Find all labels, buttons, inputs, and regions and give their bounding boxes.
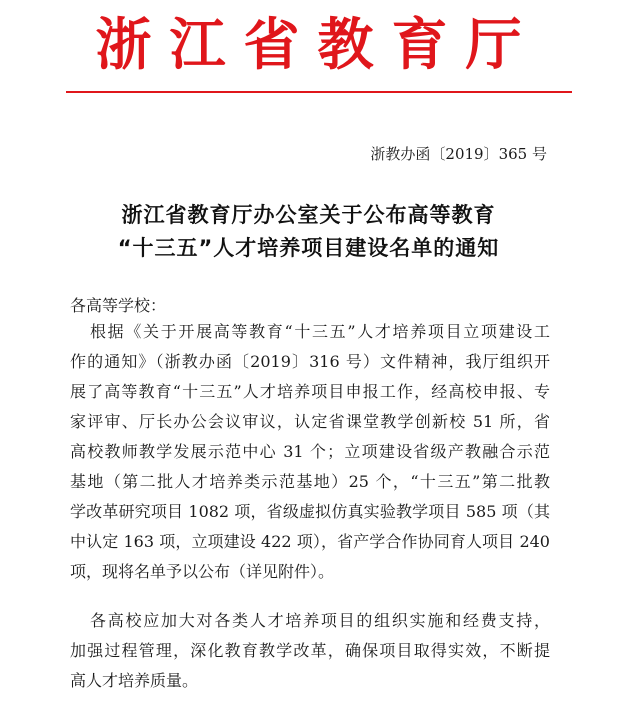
paragraph-line: 家评审、厅长办公会议审议，认定省课堂教学创新校 51 所，省 — [70, 412, 550, 431]
paragraph-line: 项，现将名单予以公布（详见附件）。 — [70, 562, 335, 581]
paragraph-line: 中认定 163 项，立项建设 422 项），省产学合作协同育人项目 240 — [70, 532, 550, 551]
paragraph-line: 基地（第二批人才培养类示范基地）25 个，“十三五”第二批教 — [70, 472, 550, 491]
letterhead-title: 浙江省教育厅 — [95, 12, 540, 78]
document-title-line-1: 浙江省教育厅办公室关于公布高等教育 — [121, 203, 496, 227]
paragraph-line: 根据《关于开展高等教育“十三五”人才培养项目立项建设工 — [90, 322, 550, 341]
document-number: 浙教办函〔2019〕365 号 — [370, 145, 547, 163]
paragraph-line: 作的通知》（浙教办函〔2019〕316 号）文件精神，我厅组织开 — [70, 352, 550, 371]
letterhead-red-rule — [66, 91, 572, 93]
paragraph-line: 各高校应加大对各类人才培养项目的组织实施和经费支持， — [90, 611, 550, 630]
paragraph-line: 加强过程管理，深化教育教学改革，确保项目取得实效，不断提 — [70, 641, 550, 660]
paragraph-line: 学改革研究项目 1082 项，省级虚拟仿真实验教学项目 585 项（其 — [70, 502, 550, 521]
document-title-line-2: “十三五”人才培养项目建设名单的通知 — [117, 236, 500, 260]
body-paragraph-2 — [70, 606, 550, 696]
paragraph-line: 高校教师教学发展示范中心 31 个；立项建设省级产教融合示范 — [70, 442, 550, 461]
paragraph-line: 高人才培养质量。 — [70, 671, 199, 690]
salutation: 各高等学校： — [70, 296, 167, 315]
body-paragraph-1 — [70, 317, 550, 587]
paragraph-line: 展了高等教育“十三五”人才培养项目申报工作，经高校申报、专 — [70, 382, 550, 401]
